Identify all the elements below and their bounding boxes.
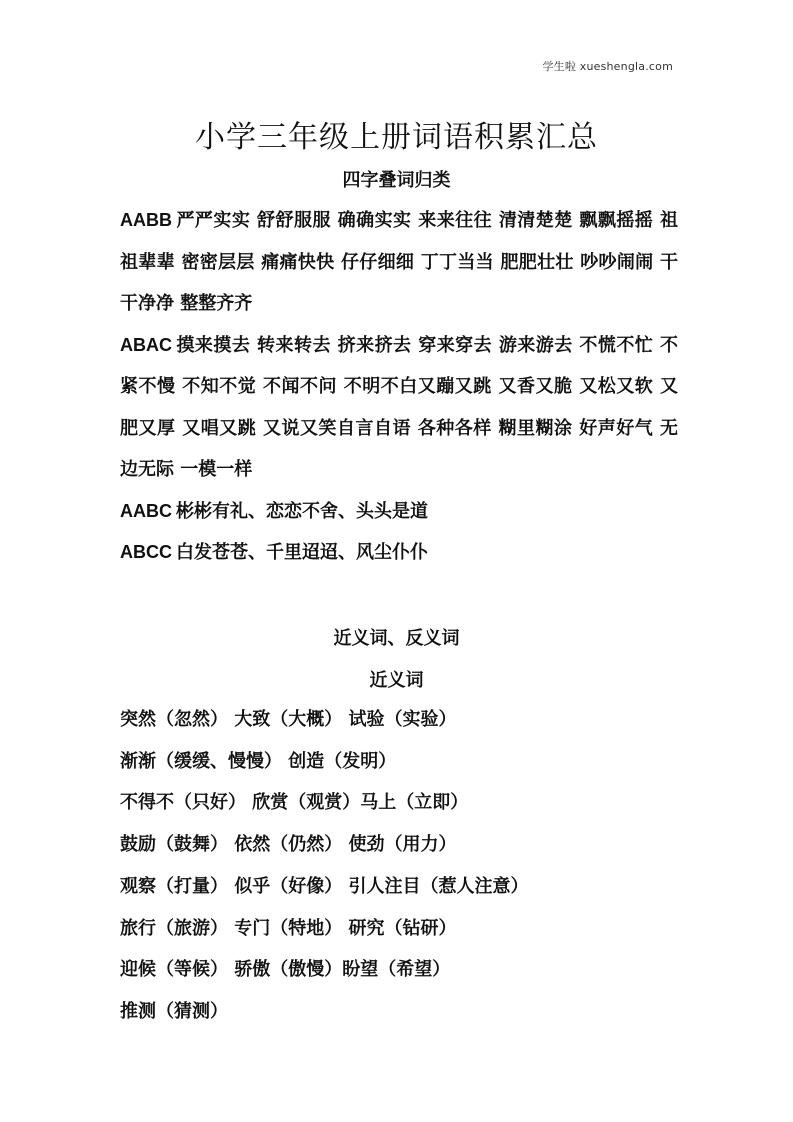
group-label: AABC <box>120 500 172 521</box>
group-text: 摸来摸去 转来转去 挤来挤去 穿来穿去 游来游去 不慌不忙 不紧不慢 不知不觉 不闻不问 不明不白又蹦又跳 又香又脆 又松又软 又肥又厚 又唱又跳 又说又笑自言自语 各种各样 糊里糊涂 好声好气 无边无际 一模一样 <box>120 334 678 480</box>
group-text: 彬彬有礼、恋恋不舍、头头是道 <box>176 500 428 522</box>
synonym-line: 推测（猜测） <box>120 1000 228 1022</box>
subheading-synonyms: 近义词 <box>369 670 424 691</box>
synonym-line: 迎候（等候） 骄傲（傲慢）盼望（希望） <box>120 959 451 981</box>
synonym-line: 突然（忽然） 大致（大概） 试验（实验） <box>120 709 457 730</box>
group-label: AABB <box>120 210 172 230</box>
group-text: 白发苍苍、千里迢迢、风尘仆仆 <box>176 542 428 563</box>
site-header: 学生啦 xueshengla.com <box>542 60 673 73</box>
synonym-line: 不得不（只好） 欣赏（观赏）马上（立即） <box>120 792 469 814</box>
group-aabc <box>120 491 678 533</box>
synonym-list <box>120 699 680 1033</box>
group-text: 严严实实 舒舒服服 确确实实 来来往往 清清楚楚 飘飘摇摇 祖祖辈辈 密密层层 痛痛快快 仔仔细细 丁丁当当 肥肥壮壮 吵吵闹闹 干干净净 整整齐齐 <box>120 210 678 314</box>
group-aabb <box>120 200 678 325</box>
group-abcc <box>120 532 678 574</box>
section-heading-synonyms-antonyms: 近义词、反义词 <box>333 628 460 649</box>
group-label: ABCC <box>120 542 172 562</box>
group-label: ABAC <box>120 334 172 355</box>
synonym-line: 旅行（旅游） 专门（特地） 研究（钻研） <box>120 917 457 939</box>
page-title: 小学三年级上册词语积累汇总 <box>195 120 598 155</box>
four-char-groups <box>120 200 678 574</box>
synonym-line: 渐渐（缓缓、慢慢） 创造（发明） <box>120 750 397 772</box>
section-heading-four-char: 四字叠词归类 <box>342 170 451 191</box>
synonym-line: 观察（打量） 似乎（好像） 引人注目（惹人注意） <box>120 875 529 897</box>
group-abac <box>120 325 678 491</box>
synonym-line: 鼓励（鼓舞） 依然（仍然） 使劲（用力） <box>120 834 457 856</box>
